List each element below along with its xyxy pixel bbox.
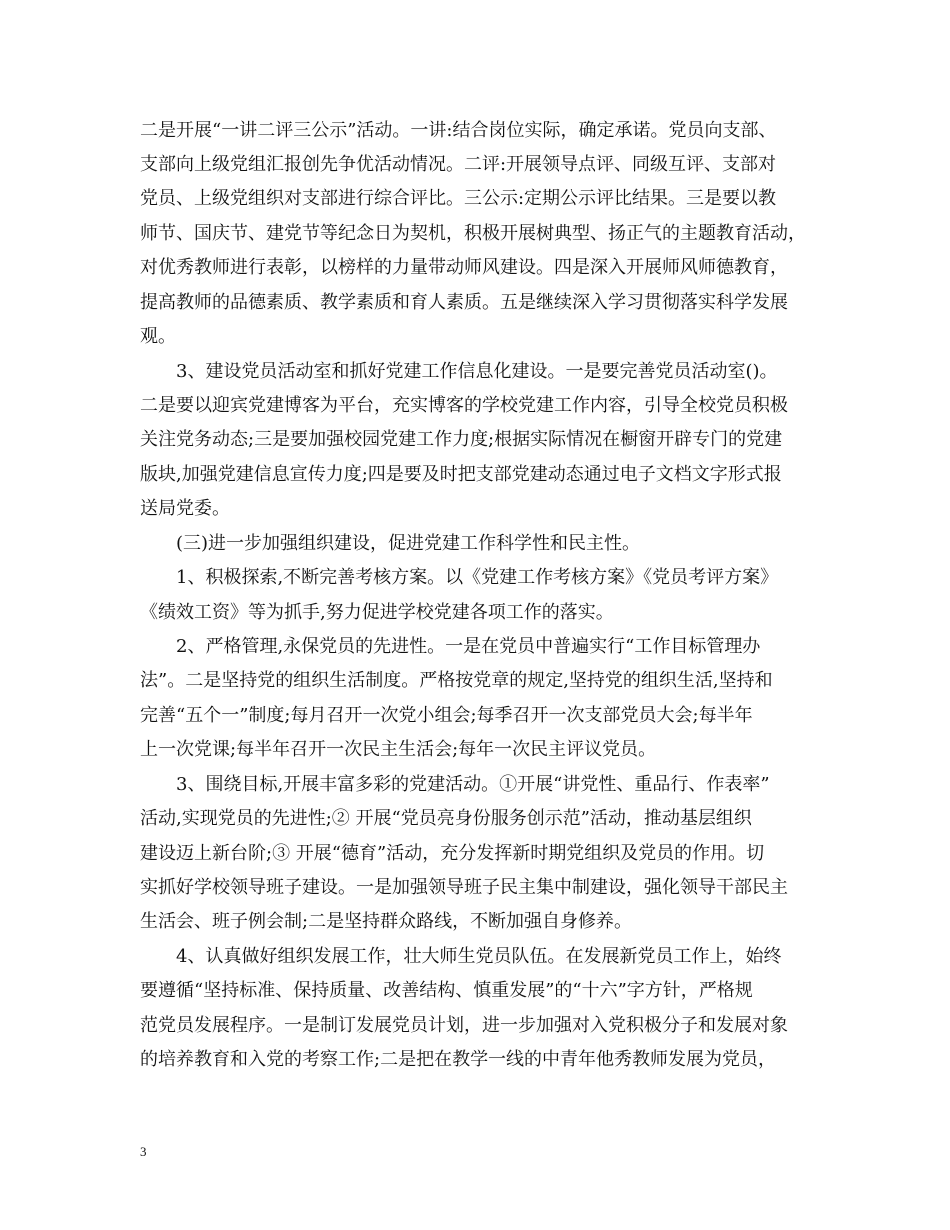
text-line: 提高教师的品德素质、教学素质和育人素质。五是继续深入学习贯彻落实科学发展 bbox=[140, 292, 788, 313]
text-line: 观。 bbox=[140, 326, 176, 347]
paragraph-start-line: 4、认真做好组织发展工作，壮大师生党员队伍。在发展新党员工作上，始终 bbox=[176, 946, 782, 967]
text-line: 支部向上级党组汇报创先争优活动情况。二评:开展领导点评、同级互评、支部对 bbox=[140, 154, 777, 175]
text-line: 生活会、班子例会制;二是坚持群众路线，不断加强自身修养。 bbox=[140, 911, 633, 932]
paragraph-start-line: 2、严格管理,永保党员的先进性。一是在党员中普遍实行“工作目标管理办 bbox=[176, 636, 761, 657]
text-line: 版块,加强党建信息宣传力度;四是要及时把支部党建动态通过电子文档文字形式报 bbox=[140, 464, 782, 485]
text-line: 师节、国庆节、建党节等纪念日为契机，积极开展树典型、扬正气的主题教育活动， bbox=[140, 223, 806, 244]
text-line: 关注党务动态;三是要加强校园党建工作力度;根据实际情况在橱窗开辟专门的党建 bbox=[140, 429, 783, 450]
text-line: 建设迈上新台阶;③ 开展“德育”活动，充分发挥新时期党组织及党员的作用。切 bbox=[140, 843, 765, 864]
paragraph-start-line: 3、建设党员活动室和抓好党建工作信息化建设。一是要完善党员活动室()。 bbox=[176, 361, 778, 382]
paragraph-start-line: 3、围绕目标,开展丰富多彩的党建活动。①开展“讲党性、重品行、作表率” bbox=[176, 774, 770, 795]
text-line: 法”。二是坚持党的组织生活制度。严格按党章的规定,坚持党的组织生活,坚持和 bbox=[140, 670, 773, 691]
text-line: 的培养教育和入党的考察工作;二是把在教学一线的中青年他秀教师发展为党员， bbox=[140, 1049, 777, 1070]
text-line: 《绩效工资》等为抓手,努力促进学校党建各项工作的落实。 bbox=[140, 602, 614, 623]
section-heading: (三)进一步加强组织建设，促进党建工作科学性和民主性。 bbox=[176, 533, 641, 554]
text-line: 对优秀教师进行表彰，以榜样的力量带动师风建设。四是深入开展师风师德教育， bbox=[140, 257, 788, 278]
text-line: 党员、上级党组织对支部进行综合评比。三公示:定期公示评比结果。三是要以教 bbox=[140, 188, 777, 209]
text-line: 要遵循“坚持标准、保持质量、改善结构、慎重发展”的“十六”字方针，严格规 bbox=[140, 980, 753, 1001]
page-number: 3 bbox=[140, 1144, 147, 1159]
text-line: 活动,实现党员的先进性;② 开展“党员亮身份服务创示范”活动，推动基层组织 bbox=[140, 808, 752, 829]
text-line: 二是要以迎宾党建博客为平台，充实博客的学校党建工作内容，引导全校党员积极 bbox=[140, 395, 788, 416]
text-line: 实抓好学校领导班子建设。一是加强领导班子民主集中制建设，强化领导干部民主 bbox=[140, 877, 788, 898]
text-line: 范党员发展程序。一是制订发展党员计划，进一步加强对入党积极分子和发展对象 bbox=[140, 1015, 788, 1036]
text-line: 上一次党课;每半年召开一次民主生活会;每年一次民主评议党员。 bbox=[140, 739, 657, 760]
text-line: 完善“五个一”制度;每月召开一次党小组会;每季召开一次支部党员大会;每半年 bbox=[140, 705, 753, 726]
text-line: 送局党委。 bbox=[140, 498, 230, 519]
paragraph-start-line: 1、积极探索,不断完善考核方案。以《党建工作考核方案》《党员考评方案》 bbox=[176, 567, 779, 588]
text-line: 二是开展“一讲二评三公示”活动。一讲:结合岗位实际，确定承诺。党员向支部、 bbox=[140, 120, 777, 141]
